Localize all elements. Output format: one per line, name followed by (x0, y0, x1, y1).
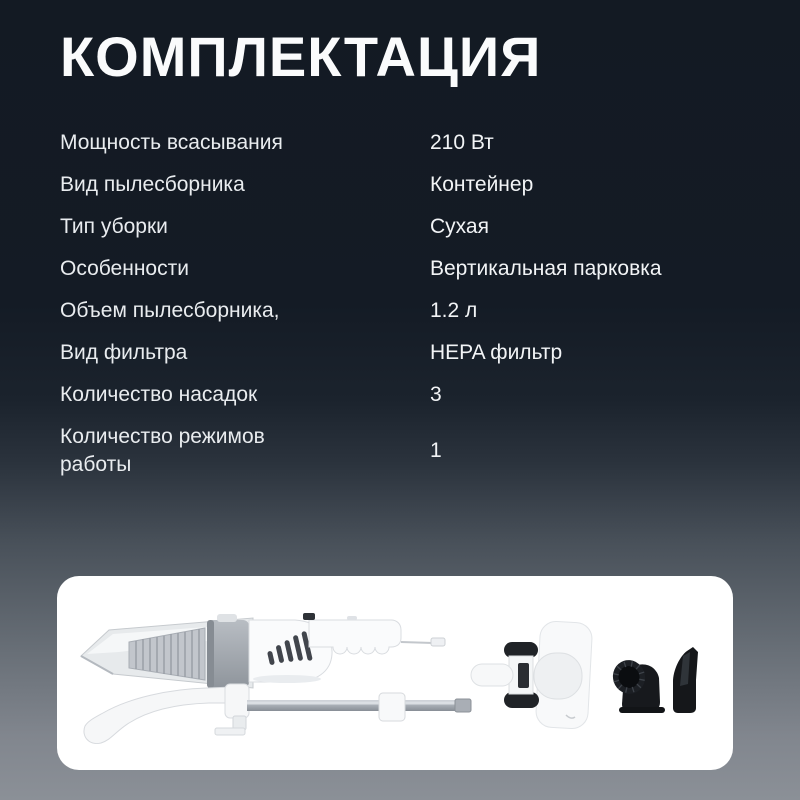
spec-label: Вид пылесборника (60, 173, 245, 196)
product-image-card (57, 576, 733, 770)
spec-row (60, 171, 750, 199)
spec-label: Мощность всасывания (60, 131, 283, 154)
spec-value: 1.2 л (430, 299, 478, 322)
spec-value: 210 Вт (430, 131, 494, 154)
spec-row (60, 381, 750, 409)
spec-label: Количество насадок (60, 383, 258, 406)
spec-row (60, 423, 750, 479)
spec-row (60, 213, 750, 241)
spec-label: Вид фильтра (60, 341, 188, 364)
crevice-nozzle-image (673, 647, 698, 713)
round-brush-nozzle-image (609, 656, 665, 713)
product-parts-image (57, 576, 733, 770)
spec-value: Вертикальная парковка (430, 257, 662, 280)
spec-value: 1 (430, 439, 442, 462)
handheld-vacuum-image (81, 613, 445, 688)
spec-value: Контейнер (430, 173, 534, 196)
spec-row (60, 129, 750, 157)
spec-value: Сухая (430, 215, 489, 238)
spec-list (60, 129, 750, 493)
spec-label: Количество режимов работы (60, 425, 265, 476)
handle-and-tube-image (84, 684, 471, 744)
page-title: КОМПЛЕКТАЦИЯ (60, 25, 542, 88)
spec-value: 3 (430, 383, 442, 406)
floor-brush-image (471, 621, 593, 730)
spec-row (60, 339, 750, 367)
spec-value: HEPA фильтр (430, 341, 563, 364)
spec-label: Особенности (60, 257, 189, 280)
spec-row (60, 297, 750, 325)
spec-row (60, 255, 750, 283)
spec-label: Тип уборки (60, 215, 168, 238)
spec-label: Объем пылесборника, (60, 299, 280, 322)
